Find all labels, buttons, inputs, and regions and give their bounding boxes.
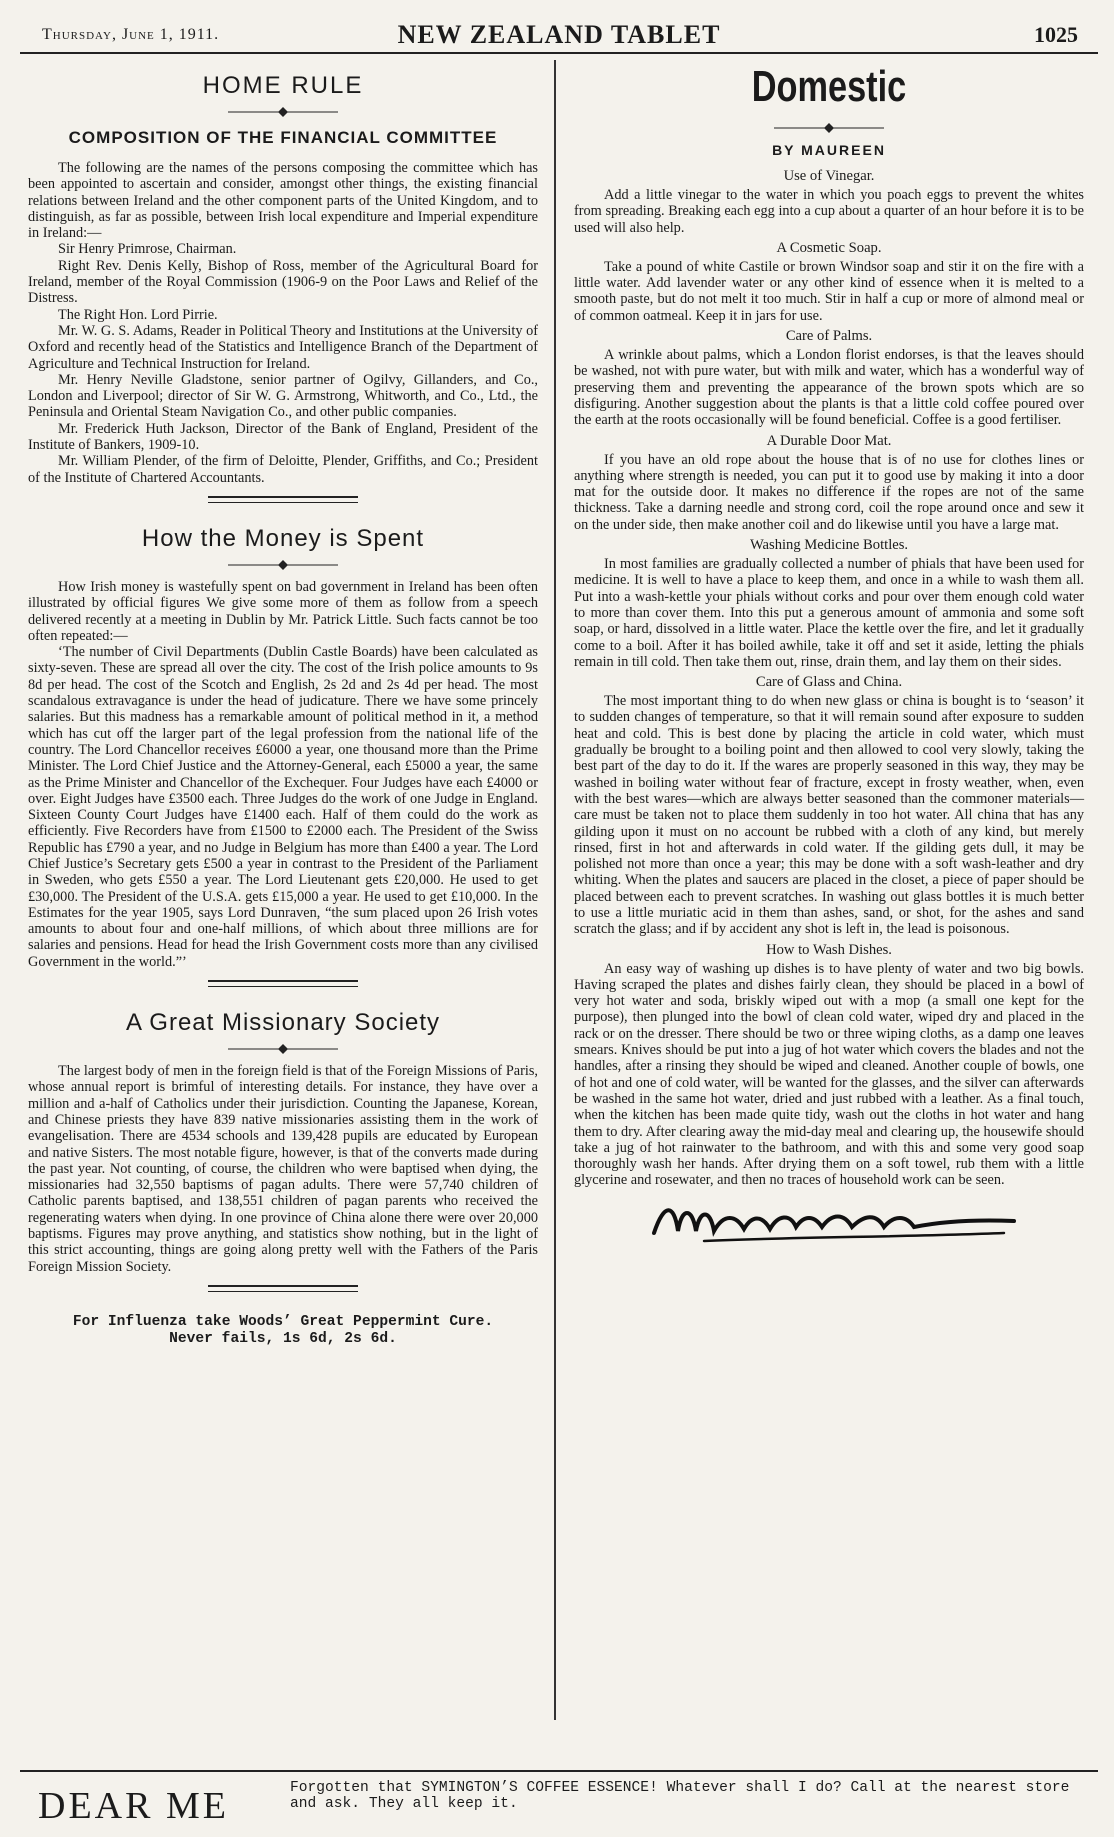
influenza-cure-ad xyxy=(28,1314,538,1348)
ad-text: Forgotten that SYMINGTON’S COFFEE ESSENCE! Whatever shall I do? Call at the nearest store and ask. They all keep it. xyxy=(290,1780,1070,1812)
home-rule-paragraph: Mr. William Plender, of the firm of Deloitte, Plender, Griffiths, and Co.; President of the Institute of Chartered Accountants. xyxy=(28,453,538,486)
section-title: A Durable Door Mat. xyxy=(766,432,892,449)
ornament-divider-icon xyxy=(774,122,884,134)
home-rule-paragraph: The Right Hon. Lord Pirrie. xyxy=(58,306,218,323)
section-title: Care of Glass and China. xyxy=(755,674,903,691)
home-rule-paragraph: Mr. W. G. S. Adams, Reader in Political Theory and Institutions at the University of Oxford and recently head of the Statistics and Intelligence Branch of the Department of Agriculture and Technical Instruction for Ireland. xyxy=(28,322,538,372)
ornament-divider-icon xyxy=(228,1043,338,1055)
section-text: If you have an old rope about the house that is of no use for clothes lines or anything where strength is needed, you can put it to good use by making it into a door mat for the outside door. It makes no difference if the ropes are not of the same thickness. Take a darning needle and strong cord, coil the rope around once and sew it on the under side, then make another coil and do likewise until you have a large mat. xyxy=(574,451,1084,533)
section-text: The most important thing to do when new glass or china is bought is to ‘season’ it to sudden changes of temperature, so that it will remain sound after exposure to sudden heat and cold. This is best done by placing the article in cold water, which must gradually be brought to a boiling point and then allowed to cool very slowly, taking the best part of the day to do it. If the wares are properly seasoned in this way, they may be washed in boiling water without fear of fracture, except in frosty weather, when, even with the best wares—which are always better seasoned than the commoner materials—care must be taken not to place them suddenly in too hot water. All china that has any gilding upon it must on no account be rubbed with a cloth of any kind, but merely rinsed, first in hot and afterwards in cold water. If the gilding gets dull, it may be polished not more than once a year; this may be done with a soft wash-leather and dry whiting. When the plates and saucers are placed in the closet, a piece of paper should be placed between each to prevent scratches. In washing out glass bottles it is much better to use a little muriatic acid in them than ashes, sand, or shot, for the ashes and sand scratch the glass; and if by accident any shot is left in, the lead is poisonous. xyxy=(574,693,1084,938)
section-title: Care of Palms. xyxy=(785,328,873,345)
home-rule-paragraph: Mr. Frederick Huth Jackson, Director of the Bank of England, President of the Institute of Bankers, 1909-10. xyxy=(28,420,538,454)
section-title: Washing Medicine Bottles. xyxy=(749,537,909,554)
home-rule-paragraph: Right Rev. Denis Kelly, Bishop of Ross, member of the Agricultural Board for Ireland, member of the Royal Commission (1906-9 on the Poor Laws and Relief of the Distress. xyxy=(28,257,538,307)
home-rule-paragraph: Mr. Henry Neville Gladstone, senior partner of Ogilvy, Gillanders, and Co., London and Liverpool; director of Sir W. G. Armstrong, Whitworth, and Co., Ltd., the Peninsula and Oriental Steam Navigation Co., and other public companies. xyxy=(28,371,538,421)
section-title: How to Wash Dishes. xyxy=(766,941,892,958)
financial-committee-subheading: COMPOSITION OF THE FINANCIAL COMMITTEE xyxy=(68,128,498,147)
maureen-signature-icon xyxy=(644,1193,1024,1249)
cure-ad-line: Never fails, 1s 6d, 2s 6d. xyxy=(169,1330,397,1347)
newspaper-title: NEW ZEALAND TABLET xyxy=(397,20,721,49)
byline: BY MAUREEN xyxy=(772,142,886,158)
right-column xyxy=(574,62,1084,1249)
home-rule-paragraph: Sir Henry Primrose, Chairman. xyxy=(58,241,237,258)
money-spent-heading: How the Money is Spent xyxy=(141,524,425,552)
section-text: Add a little vinegar to the water in which you poach eggs to prevent the whites from spreading. Breaking each egg into a cup about a quarter of an hour before it is to be used will also help. xyxy=(574,187,1084,236)
section-title: A Cosmetic Soap. xyxy=(776,239,882,256)
section-rule xyxy=(208,496,358,503)
column-divider xyxy=(554,60,556,1720)
cure-ad-line: For Influenza take Woods’ Great Peppermint Cure. xyxy=(72,1313,494,1330)
section-rule xyxy=(208,980,358,987)
missionary-heading: A Great Missionary Society xyxy=(125,1009,441,1037)
domestic-heading: Domestic xyxy=(751,62,907,111)
section-rule xyxy=(208,1285,358,1292)
money-paragraph: How Irish money is wastefully spent on bad government in Ireland has been often illustrated by official figures We give some more of them as follow from a speech delivered recently at a meeting in Dublin by Mr. Patrick Little. Such facts cannot be too often repeated:— xyxy=(28,578,538,644)
section-text: An easy way of washing up dishes is to have plenty of water and two big bowls. Having scraped the plates and dishes fairly clean, they should be placed in a bowl of very hot water and soda, briskly wiped out with a mop (a small one kept for the purpose), then plunged into the bowl of clean cold water, wiped dry and placed in the rack or on the dresser. There should be two or three wiping cloths, as a damp one leaves smears. Knives should be put into a jug of hot water which covers the blades and not the handles, after a rinsing they should be wiped and cleaned. Another couple of bowls, one of hot and one of cold water, will be wanted for the glasses, and the silver can afterwards be washed in the same hot water, dried and just rubbed with a leather. As a final touch, when the kitchen has been made quite tidy, wash out the cloths in hot water and hang them to dry. After clearing away the mid-day meal and clearing up, the housewife should take a jug of hot rainwater to the bathroom, and with this and some very good soap thoroughly wash her hands. After drying them on a soft towel, rub them with a little glycerine and rosewater, and then no traces of household work can be seen. xyxy=(574,960,1084,1189)
money-paragraph: ‘The number of Civil Departments (Dublin Castle Boards) have been calculated as sixty-seven. These are spread all over the city. The cost of the Irish police amounts to 9s 8d per head. The cost of the Scotch and English, 2s 2d and 2s 4d per head. The most scandalous extravagance is under the head of judicature. There we have some princely salaries. But this madness has a remarkable amount of political method in it, a method which has cut off the larger part of the legal profession from the national life of the country. The Lord Chancellor receives £6000 a year, one thousand more than the Prime Minister. The Lord Chief Justice and the Attorney-General, each £5000 a year, the same as the Prime Minister and Chancellor of the Exchequer. Four Judges have each £4000 or over. Eight Judges have £3500 each. Three Judges do the work of one Judge in England. Sixteen County Court Judges have £1400 each. Half of them could do the work as efficiently. Five Recorders have from £1500 to £2000 each. The President of the Swiss Republic has £790 a year, and no Judge in Belgium has more than £400 a year. The Lord Chief Justice’s Secretary gets £500 a year in contrast to the President of the Parliament in Sweden, who gets £550 a year. The Lord Lieutenant gets £20,000. He used to get £30,000. The President of the U.S.A. gets £15,000 a year. He used to get £10,000. In the Estimates for the year 1905, says Lord Dunraven, “the sum placed upon 26 Irish votes amounts to about four and one-half millions, of which about three millions are for salaries and pensions. Head for head the Irish Government costs more than any civilised Government in the world.”’ xyxy=(28,644,538,970)
home-rule-heading: HOME RULE xyxy=(202,72,364,99)
issue-date: Thursday, June 1, 1911. xyxy=(42,26,220,43)
missionary-paragraph: The largest body of men in the foreign field is that of the Foreign Missions of Paris, whose annual report is brimful of interesting details. For instance, they have over a million and a-half of Catholics under their jurisdiction. Counting the Japanese, Korean, and Chinese priests they have 839 native missionaries assisting them in the work of evangelisation. There are 4534 schools and 139,428 pupils are educated by European and native Sisters. The most notable figure, however, is that of the converts made during the past year. Not counting, of course, the children who were baptised when dying, the missionaries had 32,550 baptisms of pagan adults. There were 57,740 children of Catholic parents baptised, and 138,551 children of pagan parents who received the regenerating waters when dying. In one province of China alone there were over 20,000 baptisms. Figures may prove anything, and statistics show nothing, but in the light of this strict accounting, things are going along pretty well with the Fathers of the Paris Foreign Mission Society. xyxy=(28,1063,538,1275)
left-column xyxy=(28,62,538,1348)
bottom-advertisement xyxy=(20,1770,1098,1832)
section-text: A wrinkle about palms, which a London florist endorses, is that the leaves should be washed, not with pure water, but with milk and water, which has a wonderful way of preserving them and preventing the appearance of the brown spots which are so disfiguring. Another suggestion about the plants is that a little cold coffee poured over the earth at the roots occasionally will be found beneficial. Coffee is a good fertiliser. xyxy=(574,347,1084,429)
section-title: Use of Vinegar. xyxy=(783,168,875,184)
ad-headline: DEAR ME xyxy=(38,1785,229,1827)
home-rule-paragraph: The following are the names of the persons composing the committee which has been appointed to ascertain and consider, amongst other things, the existing financial relations between Ireland and the other component parts of the United Kingdom, and to distinguish, as far as possible, between Irish local expenditure and Imperial expenditure in Ireland:— xyxy=(28,160,538,242)
masthead xyxy=(20,14,1098,54)
ornament-divider-icon xyxy=(228,559,338,571)
ornament-divider-icon xyxy=(228,106,338,118)
section-text: Take a pound of white Castile or brown Windsor soap and stir it on the fire with a little water. Add lavender water or any other kind of essence when it is melted to a smooth paste, but do not melt it too much. Stir in half a cup or more of almond meal or of common oatmeal. Keep it in jars for use. xyxy=(574,258,1084,324)
section-text: In most families are gradually collected a number of phials that have been used for medicine. It is well to have a place to keep them, and once in a while to wash them all. Put into a wash-kettle your phials without corks and pour over them enough cold water to more than cover them. Into this put a generous amount of ammonia and some soft soap, or hard, dissolved in a little water. Place the kettle over the fire, and let it gradually come to a boil. After it has boiled awhile, take it off and set it aside, letting the phials remain in till cold. Then take them out, rinse, drain them, and lay them on their sides. xyxy=(574,556,1084,670)
page-number: 1025 xyxy=(1034,22,1078,47)
